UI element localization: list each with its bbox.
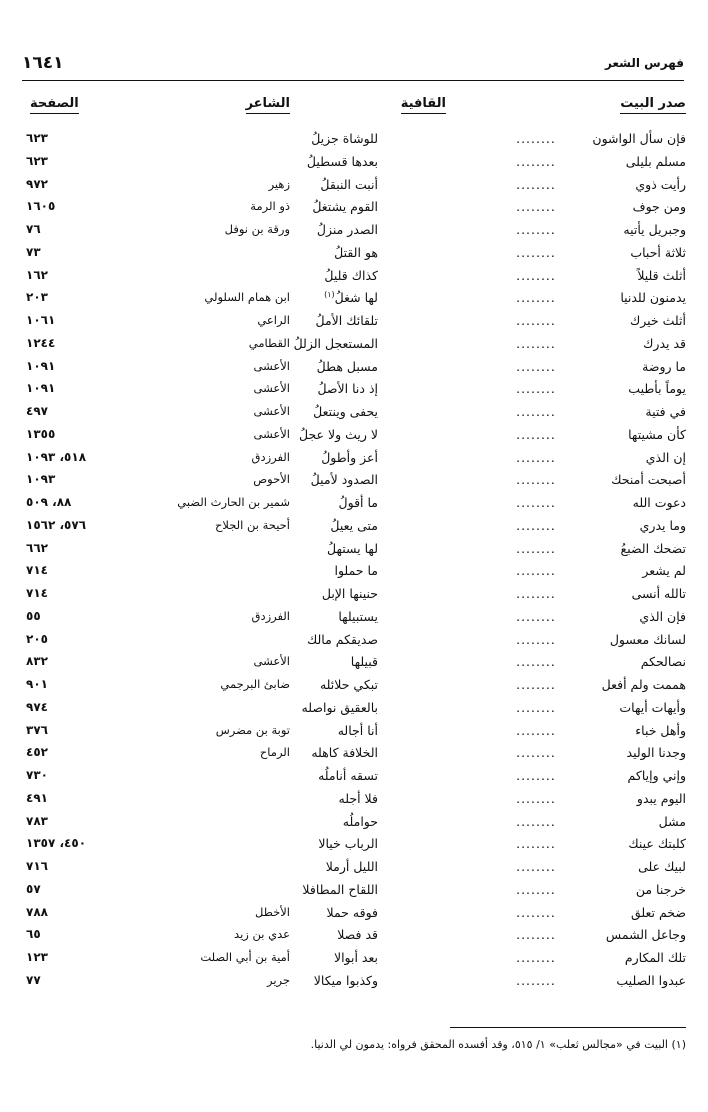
qafiya-cell: اللقاح المطافلا <box>302 881 378 897</box>
sadr-cell: رأيت ذوي <box>635 176 686 192</box>
table-row <box>0 518 708 540</box>
leader-dots: ........ <box>516 631 556 647</box>
poet-cell: أمية بن أبي الصلت <box>200 950 290 964</box>
poet-cell: الأعشى <box>253 381 290 396</box>
qafiya-cell: مسبل هطلُ <box>316 358 378 374</box>
page-cell: ٩٧٢ <box>26 176 48 191</box>
sadr-cell: وجاعل الشمس <box>605 927 686 943</box>
qafiya-cell: الليل أرملا <box>325 859 378 874</box>
page-cell: ٧٧ <box>26 972 41 987</box>
table-row <box>0 177 708 199</box>
table-row <box>0 336 708 358</box>
table-row <box>0 472 708 494</box>
sadr-cell: وأيهات أيهات <box>619 699 686 715</box>
qafiya-cell: تلقائك الأملُ <box>315 313 378 328</box>
page-cell: ٥٧ <box>26 881 41 896</box>
column-header-poet: الشاعر <box>246 96 290 114</box>
table-row <box>0 290 708 312</box>
leader-dots: ........ <box>516 176 556 192</box>
sadr-cell: يدمنون للدنيا <box>620 290 686 306</box>
table-row <box>0 700 708 722</box>
table-row <box>0 973 708 995</box>
sadr-cell: لم يشعر <box>642 563 686 579</box>
leader-dots: ........ <box>516 654 556 670</box>
page-cell: ٩٠١ <box>26 677 48 691</box>
qafiya-cell: حنينها الإبل <box>321 586 378 601</box>
page-cell: ٦٢٣ <box>26 131 48 145</box>
qafiya-cell: قد فصلا <box>337 927 378 943</box>
sadr-cell: تضحك الضبعُ <box>620 540 686 556</box>
page-cell: ٧٣ <box>26 244 41 259</box>
page-cell: ٥١٨، ١٠٩٣ <box>26 449 87 464</box>
sadr-cell: يوماً بأطيب <box>628 381 686 397</box>
sadr-cell: فإن سأل الواشون <box>592 131 686 146</box>
leader-dots: ........ <box>516 722 556 738</box>
leader-dots: ........ <box>516 517 556 533</box>
page-cell: ٧٦ <box>26 222 41 236</box>
leader-dots: ........ <box>516 244 556 260</box>
page-cell: ٨٣٢ <box>26 654 48 669</box>
table-row <box>0 245 708 267</box>
page-cell: ٨٨، ٥٠٩ <box>26 495 72 509</box>
leader-dots: ........ <box>516 768 556 783</box>
page-cell: ٧١٤ <box>26 586 48 600</box>
table-row <box>0 222 708 244</box>
footnote <box>24 1038 686 1051</box>
table-row <box>0 723 708 745</box>
leader-dots: ........ <box>516 677 556 692</box>
leader-dots: ........ <box>516 586 556 601</box>
qafiya-cell: تسقه أناملُه <box>318 768 378 783</box>
sadr-cell: قد يدرك <box>643 335 686 351</box>
table-row <box>0 950 708 972</box>
qafiya-cell: يحفى وينتعلُ <box>313 404 378 419</box>
sadr-cell: تلك المكارم <box>624 950 686 965</box>
qafiya-cell: يستبيلها <box>338 608 378 624</box>
sadr-cell: لسانك معسول <box>609 631 686 647</box>
sadr-cell: ضخم تعلق <box>630 904 686 920</box>
column-header-qafiya: القافية <box>401 96 446 114</box>
page-cell: ٦٥ <box>26 927 41 942</box>
poet-cell: الأحوص <box>253 472 290 487</box>
table-row <box>0 882 708 904</box>
sadr-cell: أصبحت أمنحك <box>611 472 686 488</box>
page-cell: ١٠٩١ <box>26 358 56 373</box>
qafiya-cell: فلا أجله <box>338 790 378 806</box>
table-row <box>0 654 708 676</box>
table-row <box>0 814 708 836</box>
poet-cell: زهير <box>268 176 290 191</box>
leader-dots: ........ <box>516 904 556 920</box>
page-header <box>22 53 684 79</box>
qafiya-cell: صديقكم مالك <box>306 631 378 647</box>
page-cell: ٤٥٢ <box>26 745 48 760</box>
page-cell: ٤٩٧ <box>26 404 48 418</box>
page-cell: ٤٩١ <box>26 790 48 805</box>
table-row <box>0 677 708 699</box>
sadr-cell: خرجنا من <box>635 881 686 897</box>
sadr-cell: مشل <box>658 813 686 829</box>
running-title: فهرس الشعر <box>604 56 684 70</box>
sadr-cell: تالله أنسى <box>631 586 686 601</box>
sadr-cell: مسلم بليلى <box>625 153 686 169</box>
qafiya-cell: كذاك قليلُ <box>324 267 378 283</box>
qafiya-cell: تبكي حلائله <box>319 677 378 692</box>
sadr-cell: هممت ولم أفعل <box>601 677 686 692</box>
poet-cell: ابن همام السلولي <box>204 290 290 305</box>
table-row <box>0 381 708 403</box>
sadr-cell: كلبتك عينك <box>628 836 686 852</box>
poet-cell: شمير بن الحارث الضبي <box>177 495 290 509</box>
page-cell: ٣٧٦ <box>26 722 48 737</box>
table-row <box>0 768 708 790</box>
page-cell: ٧٣٠ <box>26 768 48 782</box>
poet-cell: الرماح <box>259 745 290 760</box>
page-cell: ١٢٤٤ <box>26 335 56 350</box>
page-number: ١٦٤١ <box>22 53 64 73</box>
table-row <box>0 404 708 426</box>
qafiya-cell: أنبت النبقلُ <box>320 176 378 192</box>
sadr-cell: في فتية <box>645 404 686 419</box>
page-cell: ٧١٦ <box>26 859 48 873</box>
poet-cell: ضابئ البرجمي <box>220 677 290 691</box>
footnote-rule <box>450 1027 686 1028</box>
leader-dots: ........ <box>516 153 556 169</box>
poet-cell: الأعشى <box>253 426 290 441</box>
table-row <box>0 427 708 449</box>
sadr-cell: إن الذي <box>645 449 686 465</box>
footnote-text: البيت في «مجالس ثعلب» ١/ ٥١٥، وقد أفسده المحقق فرواه: يدمون لي الدنيا. <box>310 1038 668 1051</box>
qafiya-cell: بعدها قسطيلُ <box>306 153 378 169</box>
sadr-cell: ثلاثة أحباب <box>630 244 686 260</box>
table-row <box>0 268 708 290</box>
qafiya-cell: إذ دنا الأصلُ <box>317 381 378 397</box>
poet-cell: الأخطل <box>254 904 290 919</box>
sadr-cell: اليوم يبدو <box>636 790 686 806</box>
qafiya-cell: الخلافة كاهله <box>311 745 378 761</box>
sadr-cell: ما روضة <box>642 358 686 374</box>
poet-cell: ورقة بن نوفل <box>224 222 290 236</box>
leader-dots: ........ <box>516 290 556 306</box>
qafiya-cell: المستعجل الزللُ <box>293 335 378 351</box>
table-row <box>0 359 708 381</box>
leader-dots: ........ <box>516 859 556 874</box>
leader-dots: ........ <box>516 449 556 465</box>
page-cell: ٩٧٤ <box>26 699 48 714</box>
table-row <box>0 450 708 472</box>
page-cell: ١٦٢ <box>26 267 48 282</box>
column-header-page: الصفحة <box>30 96 79 114</box>
qafiya-cell: هو القتلُ <box>334 244 378 260</box>
leader-dots: ........ <box>516 813 556 829</box>
table-row <box>0 791 708 813</box>
poet-cell: جرير <box>267 972 290 987</box>
table-row <box>0 563 708 585</box>
qafiya-cell: ما أقولُ <box>338 495 378 510</box>
poet-cell: ذو الرمة <box>250 199 290 214</box>
leader-dots: ........ <box>516 563 556 579</box>
qafiya-cell: بالعقيق نواصله <box>301 699 378 715</box>
page-cell: ١٠٦١ <box>26 313 56 327</box>
sadr-cell: فإن الذي <box>639 608 686 624</box>
qafiya-cell: بعد أبوالا <box>333 950 378 965</box>
poet-cell: الأعشى <box>253 358 290 373</box>
sadr-cell: وجبريل يأتيه <box>623 222 686 237</box>
sadr-cell: وأهل خباء <box>635 722 686 738</box>
poet-cell: الأعشى <box>253 404 290 418</box>
qafiya-cell: ما حملوا <box>334 563 378 579</box>
qafiya-cell: للوشاة جزيلُ <box>311 131 378 146</box>
page-cell: ٤٥٠، ١٣٥٧ <box>26 836 87 851</box>
leader-dots: ........ <box>516 358 556 374</box>
page-cell: ١٠٩٣ <box>26 472 56 487</box>
leader-dots: ........ <box>516 131 556 146</box>
poet-cell: القطامي <box>248 335 290 350</box>
page-cell: ٦٦٢ <box>26 540 48 555</box>
page-cell: ٥٧٦، ١٥٦٢ <box>26 517 87 532</box>
qafiya-cell: الصدر منزلُ <box>316 222 378 237</box>
table-row <box>0 586 708 608</box>
page-cell: ٧٨٣ <box>26 813 48 828</box>
table-row <box>0 541 708 563</box>
qafiya-cell: أنا أجاله <box>337 722 378 738</box>
sadr-cell: دعوت الله <box>632 495 686 510</box>
table-row <box>0 495 708 517</box>
table-row <box>0 836 708 858</box>
page-cell: ٢٠٣ <box>26 290 48 305</box>
table-row <box>0 927 708 949</box>
sadr-cell: كأن مشيتها <box>628 426 686 442</box>
qafiya-cell: الرباب خيالا <box>318 836 378 852</box>
leader-dots: ........ <box>516 608 556 624</box>
sadr-cell: وجدنا الوليد <box>626 745 686 761</box>
leader-dots: ........ <box>516 426 556 442</box>
table-row <box>0 609 708 631</box>
sadr-cell: عبدوا الصليب <box>616 972 686 988</box>
table-row <box>0 131 708 153</box>
poet-cell: الراعي <box>257 313 290 327</box>
page-cell: ٧٨٨ <box>26 904 48 919</box>
leader-dots: ........ <box>516 972 556 988</box>
sadr-cell: أثلث قليلاً <box>637 267 686 283</box>
leader-dots: ........ <box>516 472 556 488</box>
page-cell: ٧١٤ <box>26 563 48 578</box>
qafiya-cell: وكذبوا ميكالا <box>313 972 378 988</box>
qafiya-cell: فوقه حملا <box>326 904 378 920</box>
footnote-reference: (١) <box>324 290 335 300</box>
page-cell: ١٢٣ <box>26 950 48 964</box>
qafiya-cell: حواملُه <box>342 813 378 829</box>
table-row <box>0 199 708 221</box>
page-cell: ٦٢٣ <box>26 153 48 168</box>
leader-dots: ........ <box>516 927 556 943</box>
qafiya-text: لها شغلُ <box>334 290 378 306</box>
qafiya-cell: متى يعيلُ <box>330 517 378 533</box>
page-cell: ٢٠٥ <box>26 631 48 646</box>
qafiya-cell: قبيلها <box>350 654 378 670</box>
table-row <box>0 745 708 767</box>
leader-dots: ........ <box>516 790 556 806</box>
sadr-cell: أثلث خيرك <box>629 313 686 328</box>
page-cell: ٥٥ <box>26 608 41 623</box>
qafiya-cell: الصدود لأميلُ <box>310 472 378 488</box>
leader-dots: ........ <box>516 222 556 237</box>
footnote-marker: (١) <box>671 1038 686 1051</box>
leader-dots: ........ <box>516 836 556 852</box>
table-row <box>0 859 708 881</box>
header-rule <box>22 80 684 81</box>
leader-dots: ........ <box>516 540 556 556</box>
leader-dots: ........ <box>516 950 556 965</box>
leader-dots: ........ <box>516 881 556 897</box>
sadr-cell: وإني وإياكم <box>627 768 686 783</box>
leader-dots: ........ <box>516 335 556 351</box>
sadr-cell: ومن جوف <box>632 199 686 215</box>
poet-cell: عدي بن زيد <box>234 927 290 942</box>
sadr-cell: وما يدري <box>639 517 686 533</box>
leader-dots: ........ <box>516 745 556 761</box>
qafiya-cell: أعز وأطولُ <box>321 449 378 465</box>
leader-dots: ........ <box>516 199 556 215</box>
leader-dots: ........ <box>516 313 556 328</box>
leader-dots: ........ <box>516 381 556 397</box>
qafiya-cell: لا ريث ولا عجلُ <box>299 426 378 442</box>
leader-dots: ........ <box>516 404 556 419</box>
leader-dots: ........ <box>516 495 556 510</box>
qafiya-cell: القوم يشتغلُ <box>312 199 378 215</box>
sadr-cell: لبيك على <box>638 859 686 874</box>
poet-cell: أحيحة بن الجلاح <box>214 517 290 532</box>
qafiya-cell: لها يستهلُ <box>327 540 378 556</box>
table-row <box>0 632 708 654</box>
table-row <box>0 313 708 335</box>
sadr-cell: نصالحكم <box>640 654 686 670</box>
poet-cell: الأعشى <box>253 654 290 669</box>
leader-dots: ........ <box>516 699 556 715</box>
poet-cell: توبة بن مضرس <box>215 722 290 737</box>
poet-cell: الفرزدق <box>251 608 290 623</box>
leader-dots: ........ <box>516 267 556 283</box>
page-cell: ١٦٠٥ <box>26 199 56 214</box>
poet-cell: الفرزدق <box>251 449 290 464</box>
table-row <box>0 154 708 176</box>
page-cell: ١٣٥٥ <box>26 426 56 441</box>
column-header-sadr: صدر البيت <box>620 96 686 114</box>
table-row <box>0 905 708 927</box>
page-cell: ١٠٩١ <box>26 381 56 396</box>
